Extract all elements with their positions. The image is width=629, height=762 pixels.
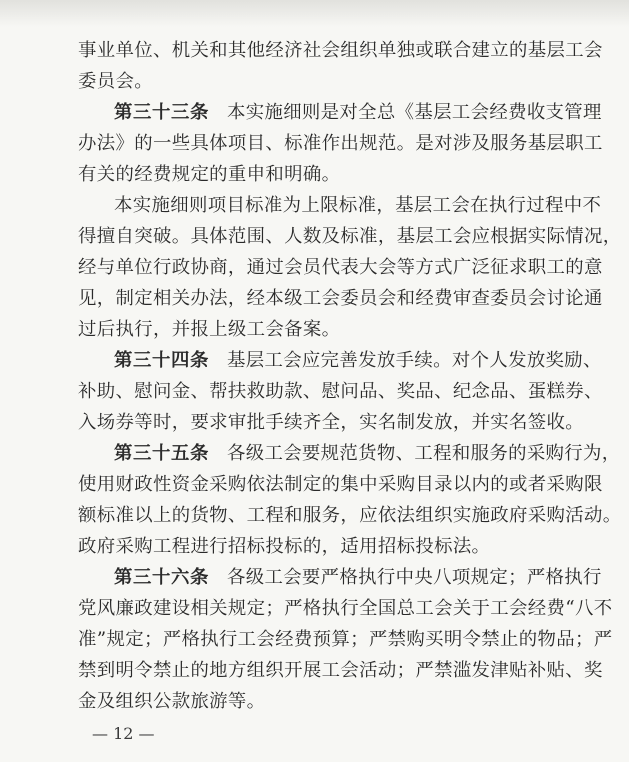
line-text: 政府采购工程进行招标投标的，适用招标投标法。: [78, 536, 491, 557]
line-text: 准”规定；严格执行工会经费预算；严禁购买明令禁止的物品；严: [78, 629, 613, 650]
line-text: 过后执行，并报上级工会备案。: [78, 319, 341, 340]
line-text: 各级工会要规范货物、工程和服务的采购行为，: [226, 443, 621, 464]
article-heading: 第三十五条: [114, 443, 209, 464]
line-text: 本实施细则项目标准为上限标准，基层工会在执行过程中不: [114, 195, 602, 216]
article-heading: 第三十四条: [114, 350, 209, 371]
text-line: [78, 499, 621, 533]
text-line: [78, 313, 340, 347]
article-heading: 第三十三条: [114, 102, 209, 123]
line-text: 有关的经费规定的重申和明确。: [78, 164, 341, 185]
text-line: [78, 623, 613, 657]
line-text: 补助、慰问金、帮扶救助款、慰问品、奖品、纪念品、蛋糕券、: [78, 381, 603, 402]
scan-edge: [0, 0, 629, 26]
text-line: [78, 406, 584, 440]
text-line: [78, 220, 621, 254]
text-line: [78, 468, 603, 502]
line-text: 金及组织公款旅游等。: [78, 691, 266, 712]
line-text: 经与单位行政协商，通过会员代表大会等方式广泛征求职工的意: [78, 257, 603, 278]
article-heading: 第三十六条: [114, 567, 209, 588]
line-text: 额标准以上的货物、工程和服务，应依法组织实施政府采购活动。: [78, 505, 622, 526]
line-text: 办法》的一些具体项目、标准作出规范。是对涉及服务基层职工: [78, 133, 603, 154]
text-line: [78, 375, 603, 409]
page-number: — 12 —: [92, 724, 155, 743]
line-text: 事业单位、机关和其他经济社会组织单独或联合建立的基层工会: [78, 40, 603, 61]
line-text: 委员会。: [78, 71, 153, 92]
article-33-line: [114, 96, 602, 130]
line-text: 基层工会应完善发放手续。对个人发放奖励、: [226, 350, 602, 371]
article-34-line: [114, 344, 602, 378]
line-text: 本实施细则是对全总《基层工会经费收支管理: [226, 102, 602, 123]
article-35-line: [114, 437, 621, 471]
text-line: [78, 158, 340, 192]
line-text: 使用财政性资金采购依法制定的集中采购目录以内的或者采购限: [78, 474, 603, 495]
text-line: [78, 34, 603, 68]
text-line: [78, 251, 603, 285]
text-line: [78, 530, 490, 564]
text-line: [78, 592, 613, 626]
text-line: [78, 282, 603, 316]
text-line: [78, 654, 603, 688]
text-line: [114, 189, 601, 223]
line-text: 禁到明令禁止的地方组织开展工会活动；严禁滥发津贴补贴、奖: [78, 660, 603, 681]
line-text: 得擅自突破。具体范围、人数及标准，基层工会应根据实际情况，: [78, 226, 622, 247]
line-text: 各级工会要严格执行中央八项规定；严格执行: [226, 567, 602, 588]
line-text: 见，制定相关办法，经本级工会委员会和经费审查委员会讨论通: [78, 288, 603, 309]
article-36-line: [114, 561, 602, 595]
line-text: 党风廉政建设相关规定；严格执行全国总工会关于工会经费“八不: [78, 598, 613, 619]
text-line: [78, 127, 603, 161]
text-line: [78, 65, 153, 99]
line-text: 入场券等时，要求审批手续齐全，实名制发放，并实名签收。: [78, 412, 584, 433]
text-line: [78, 685, 265, 719]
